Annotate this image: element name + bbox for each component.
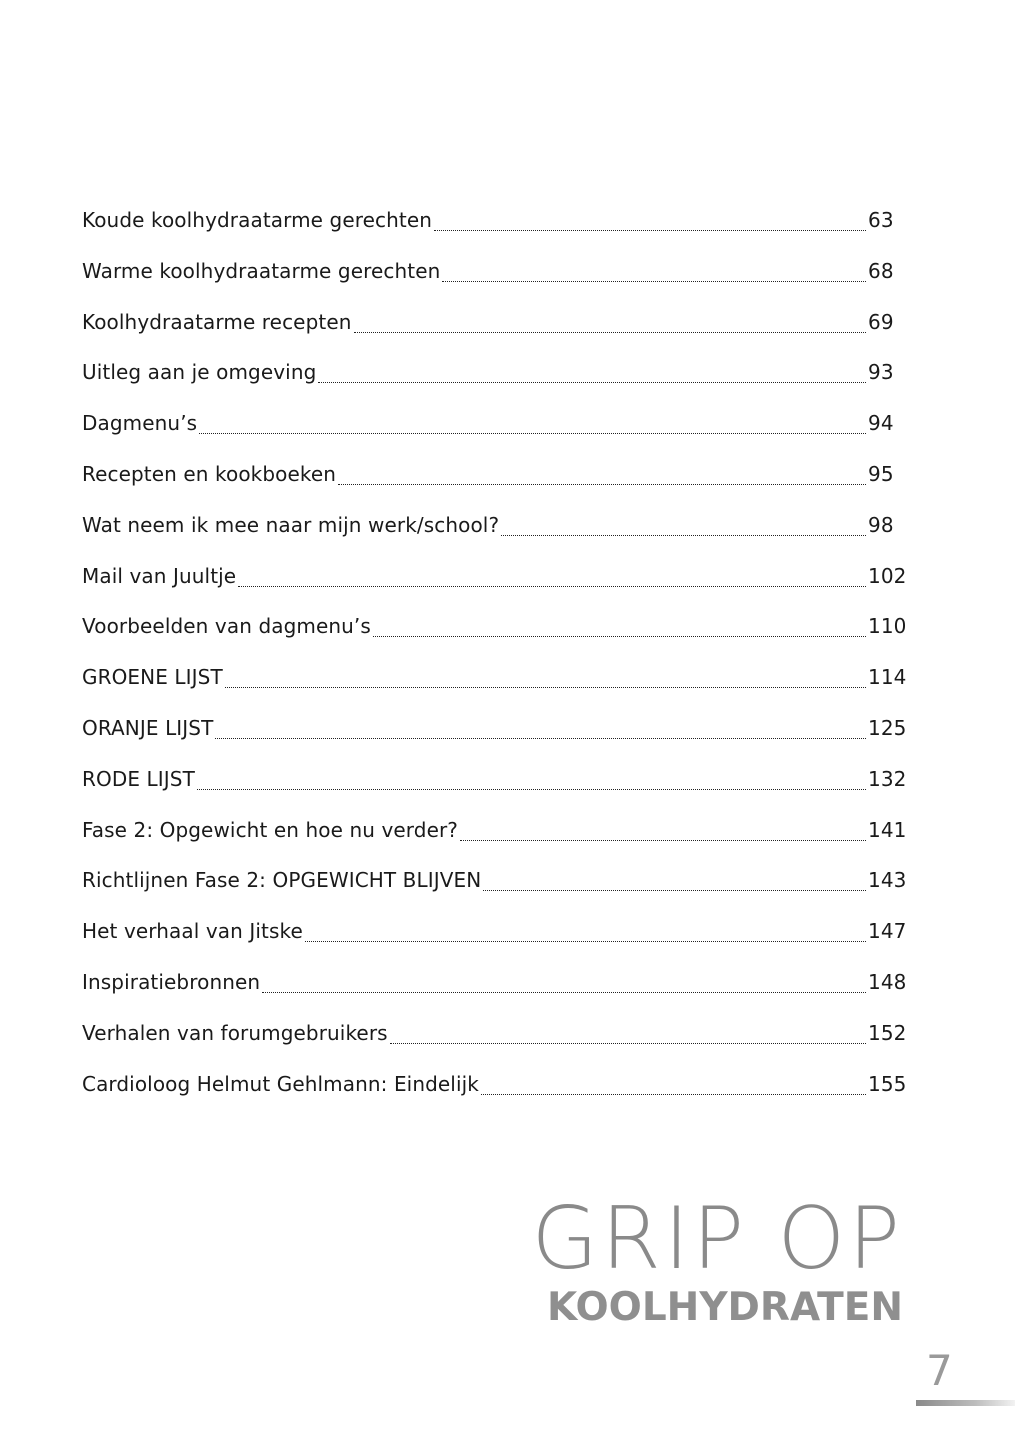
toc-entry-page: 102 [868,563,907,588]
toc-dot-leader [225,687,866,688]
book-title-logo [531,1189,903,1330]
toc-entry-page: 63 [868,208,894,232]
toc-dot-leader [501,535,866,536]
toc-dot-leader [197,789,866,790]
page-number: 7 [926,1346,953,1395]
toc-dot-leader [238,586,866,587]
toc-entry-page: 152 [868,1020,907,1045]
toc-entry-title: ORANJE LIJST [82,715,214,740]
toc-entry-page: 114 [868,665,907,690]
toc-entry-title: RODE LIJST [82,766,195,791]
toc-entry[interactable] [82,259,902,310]
toc-entry-title: Verhalen van forumgebruikers [82,1020,388,1045]
toc-entry-page: 98 [868,512,894,537]
toc-entry-title: Het verhaal van Jitske [82,919,303,944]
toc-entry-page: 132 [868,766,907,791]
toc-entry-page: 143 [868,868,907,893]
toc-dot-leader [318,382,866,383]
toc-dot-leader [215,738,866,739]
toc-entry[interactable] [82,969,907,1021]
toc-dot-leader [199,433,866,434]
toc-entry-title: Dagmenu’s [82,411,198,436]
toc-entry[interactable] [82,360,902,411]
toc-entry[interactable] [82,665,907,716]
toc-entry-page: 141 [868,817,907,842]
toc-entry[interactable] [82,614,907,665]
toc-entry-title: Cardioloog Helmut Gehlmann: Eindelijk [82,1071,479,1096]
toc-entry[interactable] [82,513,902,564]
toc-entry[interactable] [82,1020,907,1072]
toc-entry[interactable] [82,715,907,767]
toc-entry-title: Uitleg aan je omgeving [82,360,317,385]
toc-entry-title: GROENE LIJST [82,665,223,690]
toc-entry-title: Mail van Juultje [82,563,237,588]
toc-dot-leader [460,840,866,841]
toc-entry-page: 155 [868,1071,907,1096]
toc-entry-page: 95 [868,461,894,486]
toc-entry-title: Fase 2: Opgewicht en hoe nu verder? [82,817,459,842]
toc-dot-leader [338,484,866,485]
toc-dot-leader [434,230,866,231]
toc-entry[interactable] [82,919,907,970]
toc-entry-title: Inspiratiebronnen [82,969,261,994]
toc-entry-page: 148 [868,969,907,994]
book-title-line2: KOOLHYDRATEN [547,1285,903,1330]
toc-entry-title: Voorbeelden van dagmenu’s [82,614,371,639]
toc-dot-leader [483,890,866,891]
toc-entry[interactable] [82,563,907,615]
toc-dot-leader [373,636,866,637]
toc-entry[interactable] [82,868,907,919]
toc-dot-leader [481,1094,866,1095]
toc-entry[interactable] [82,310,902,361]
toc-entry[interactable] [82,411,902,462]
table-of-contents [82,208,907,1122]
toc-entry[interactable] [82,462,902,513]
toc-entry-page: 94 [868,411,894,436]
toc-dot-leader [262,992,866,993]
toc-entry-title: Koude koolhydraatarme gerechten [82,208,433,232]
toc-entry-page: 110 [868,614,907,639]
toc-entry-title: Koolhydraatarme recepten [82,309,352,334]
toc-entry-page: 68 [868,258,894,283]
toc-entry[interactable] [82,1071,907,1123]
toc-entry-title: Wat neem ik mee naar mijn werk/school? [82,512,500,537]
toc-entry-page: 125 [868,715,907,740]
toc-entry-page: 147 [868,919,907,944]
toc-dot-leader [390,1043,866,1044]
toc-entry[interactable] [82,208,902,259]
toc-entry-page: 69 [868,309,894,334]
toc-dot-leader [354,332,866,333]
toc-entry-title: Warme koolhydraatarme gerechten [82,258,441,283]
toc-entry[interactable] [82,817,907,869]
toc-entry-title: Recepten en kookboeken [82,461,337,486]
toc-entry-page: 93 [868,360,894,385]
toc-entry-title: Richtlijnen Fase 2: OPGEWICHT BLIJVEN [82,868,482,893]
toc-dot-leader [305,941,866,942]
book-title-line1: GRIP OP [531,1189,903,1289]
page-number-underline [916,1400,1015,1406]
toc-entry[interactable] [82,766,907,818]
toc-dot-leader [442,281,866,282]
